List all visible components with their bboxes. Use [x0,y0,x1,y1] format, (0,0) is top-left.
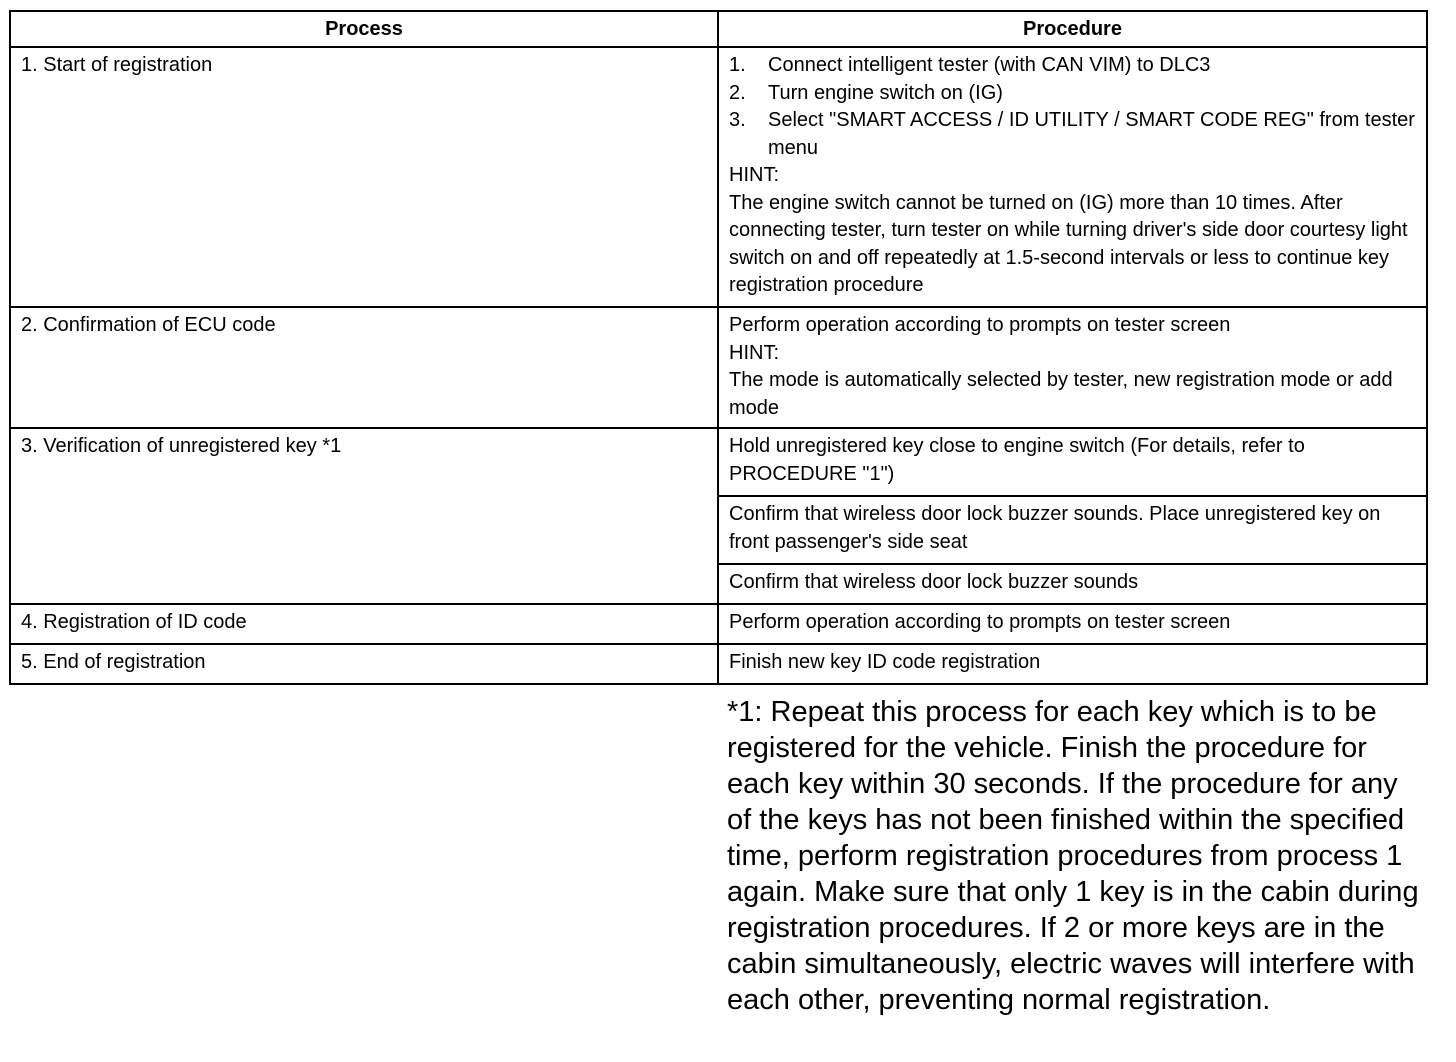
footnote: *1: Repeat this process for each key which is to be registered for the vehicle. Finish the procedure for each key within 30 seconds. If the procedure for any of the keys has not been finished within the specified time, perform registration procedures from process 1 again. Make sure that only 1 key is in the cabin during registration procedures. If 2 or more keys are in the cabin simultaneously, electric waves will interfere with each other, preventing normal registration. [727,696,1419,1016]
header-process: Process [10,11,718,47]
table-row [10,644,1427,684]
table-row [10,47,1427,307]
step-text: Connect intelligent tester (with CAN VIM) to DLC3 [768,54,1211,76]
process-cell: 3. Verification of unregistered key *1 [10,428,718,604]
procedure-cell: Finish new key ID code registration [718,644,1427,684]
step-item [729,52,1416,80]
procedure-cell: Confirm that wireless door lock buzzer sounds [718,564,1427,604]
process-cell: 2. Confirmation of ECU code [10,307,718,428]
procedure-cell: Perform operation according to prompts on tester screen [718,604,1427,644]
step-number: 3. [729,109,746,131]
table-header-row [10,11,1427,47]
table-row [10,604,1427,644]
process-cell: 1. Start of registration [10,47,718,307]
process-cell: 4. Registration of ID code [10,604,718,644]
step-text: Turn engine switch on (IG) [768,81,1003,104]
hint-label: HINT: [729,164,779,186]
step-text: Select "SMART ACCESS / ID UTILITY / SMART CODE REG" from tester menu [768,109,1415,159]
procedure-cell [718,47,1427,307]
process-cell: 5. End of registration [10,644,718,684]
hint-text: The engine switch cannot be turned on (IG) more than 10 times. After connecting tester, turn tester on while turning driver's side door courtesy light switch on and off repeatedly at 1.5-second intervals or less to continue key registration procedure [729,191,1408,296]
step-list [729,52,1416,162]
procedure-cell: Hold unregistered key close to engine switch (For details, refer to PROCEDURE "1") [718,428,1427,496]
table-row [10,307,1427,428]
table-row [10,428,1427,496]
procedure-table [9,10,1428,685]
step-number: 2. [729,81,746,104]
step-item [729,80,1416,108]
step-number: 1. [729,54,746,76]
procedure-text: Perform operation according to prompts on tester screen [729,314,1231,336]
procedure-cell [718,307,1427,428]
step-item [729,107,1416,162]
hint-text: The mode is automatically selected by tester, new registration mode or add mode [729,369,1393,419]
hint-label: HINT: [729,341,779,364]
procedure-cell: Confirm that wireless door lock buzzer sounds. Place unregistered key on front passenger's side seat [718,496,1427,564]
header-procedure: Procedure [718,11,1427,47]
